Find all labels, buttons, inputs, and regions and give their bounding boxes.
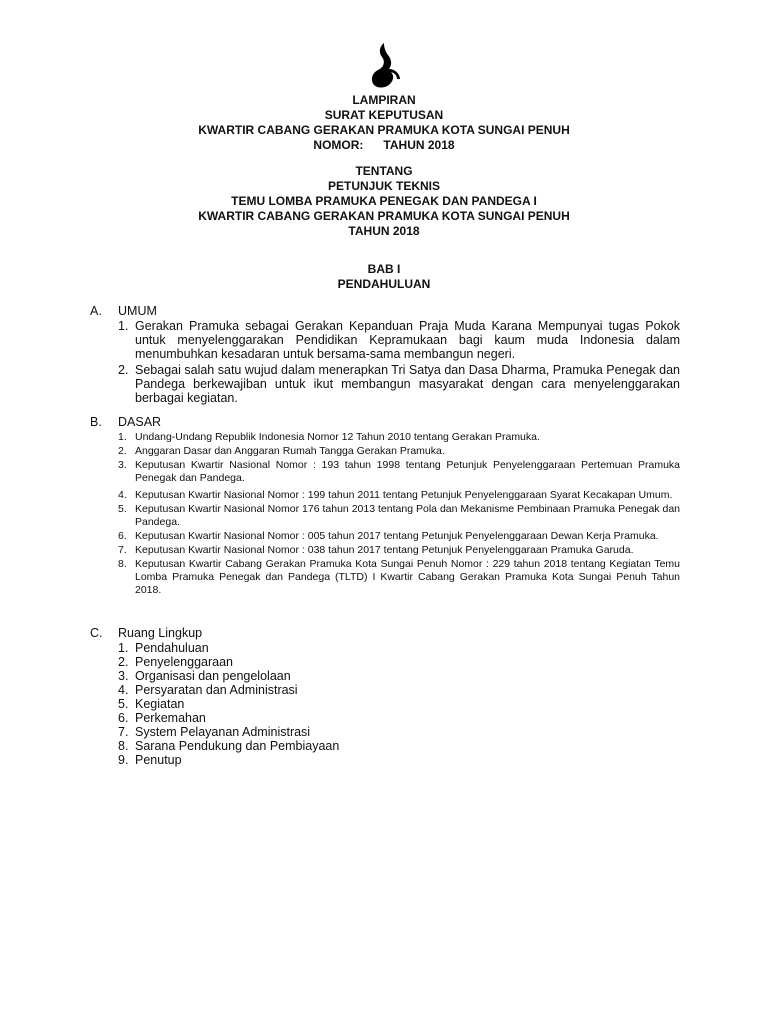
section-heading — [90, 626, 680, 641]
list-item-text: Keputusan Kwartir Nasional Nomor : 199 tahun 2011 tentang Petunjuk Penyelenggaraan Syarat Kecakapan Umum. — [135, 489, 673, 501]
header-line-nomor: NOMOR: TAHUN 2018 — [313, 138, 455, 152]
tentang-line-4: KWARTIR CABANG GERAKAN PRAMUKA KOTA SUNGAI PENUH — [198, 209, 570, 223]
list-item-text: Keputusan Kwartir Nasional Nomor : 038 tahun 2017 tentang Petunjuk Penyelenggaraan Pramuka Garuda. — [135, 544, 634, 556]
list-item — [90, 544, 680, 557]
list-item-text: Pendahuluan — [135, 641, 209, 655]
list-item — [90, 558, 680, 597]
header-line-surat: SURAT KEPUTUSAN — [324, 108, 444, 122]
section-title: DASAR — [118, 415, 162, 429]
list-item-text: Anggaran Dasar dan Anggaran Rumah Tangga Gerakan Pramuka. — [135, 445, 445, 457]
tentang-block — [0, 164, 768, 239]
list-item-text: Gerakan Pramuka sebagai Gerakan Kepanduan Praja Muda Karana Mempunyai tugas Pokok untuk menyelenggarakan Pendidikan Kepramukaan bagi kaum muda Indonesia dalam menumbuhkan kesadaran untuk bersama-sama membangun negeri. — [135, 319, 680, 361]
list-item — [90, 445, 680, 458]
list-item — [90, 683, 680, 697]
list-item — [90, 711, 680, 725]
list-item-number: 2. — [118, 363, 129, 377]
section-letter: B. — [90, 415, 102, 429]
list-item-number: 1. — [118, 319, 129, 333]
tentang-line-5: TAHUN 2018 — [348, 224, 420, 238]
list-item-number: 1. — [118, 641, 129, 655]
section-title: Ruang Lingkup — [118, 626, 203, 640]
list-item-text: Keputusan Kwartir Nasional Nomor : 005 tahun 2017 tentang Petunjuk Penyelenggaraan Dewan Kerja Pramuka. — [135, 530, 659, 542]
chapter-number: BAB I — [367, 262, 401, 276]
list-item-number: 3. — [118, 669, 129, 683]
list-item-number: 3. — [118, 459, 127, 471]
list-item — [90, 431, 680, 444]
list-item — [90, 655, 680, 669]
list-item — [90, 739, 680, 753]
list-item-number: 8. — [118, 558, 127, 570]
list-item-number: 4. — [118, 489, 127, 501]
list-item-number: 5. — [118, 503, 127, 515]
list-item-number: 1. — [118, 431, 127, 443]
section-heading — [90, 415, 680, 430]
tentang-line-3: TEMU LOMBA PRAMUKA PENEGAK DAN PANDEGA I — [231, 194, 537, 208]
list-item-number: 4. — [118, 683, 129, 697]
section-letter: C. — [90, 626, 103, 640]
list-item-number: 8. — [118, 739, 129, 753]
list-item-number: 7. — [118, 544, 127, 556]
list-item — [90, 725, 680, 739]
header-line-kwartir: KWARTIR CABANG GERAKAN PRAMUKA KOTA SUNGAI PENUH — [198, 123, 570, 137]
list-item-number: 5. — [118, 697, 129, 711]
chapter-name: PENDAHULUAN — [337, 277, 431, 291]
list-item — [90, 697, 680, 711]
tentang-line-1: TENTANG — [355, 164, 413, 178]
list-item-number: 6. — [118, 711, 129, 725]
chapter-title — [0, 262, 768, 292]
list-item — [90, 319, 680, 361]
section-umum — [90, 304, 680, 405]
list-item — [90, 641, 680, 655]
list-item-text: System Pelayanan Administrasi — [135, 725, 311, 739]
list-item — [90, 753, 680, 767]
list-item-number: 7. — [118, 725, 129, 739]
list-item-text: Sebagai salah satu wujud dalam menerapkan Tri Satya dan Dasa Dharma, Pramuka Penegak dan Pandega berkewajiban untuk ikut membangun masyarakat dengan cara menyelenggarakan berbagai kegiatan. — [135, 363, 680, 405]
list-item-text: Keputusan Kwartir Nasional Nomor 176 tahun 2013 tentang Pola dan Mekanisme Pembinaan Pramuka Penegak dan Pandega. — [135, 503, 680, 528]
tentang-line-2: PETUNJUK TEKNIS — [327, 179, 440, 193]
list-item-text: Keputusan Kwartir Nasional Nomor : 193 tahun 1998 tentang Petunjuk Penyelenggaraan Pertemuan Pramuka Penegak dan Pandega. — [135, 459, 680, 484]
section-ruang-lingkup — [90, 626, 680, 767]
document-header — [0, 93, 768, 153]
section-list — [90, 431, 680, 597]
list-item-text: Organisasi dan pengelolaan — [135, 669, 291, 683]
section-list — [90, 641, 680, 767]
section-dasar — [90, 415, 680, 597]
section-list — [90, 319, 680, 405]
section-heading — [90, 304, 680, 319]
header-line-lampiran: LAMPIRAN — [352, 93, 416, 107]
section-letter: A. — [90, 304, 102, 318]
list-item-text: Keputusan Kwartir Cabang Gerakan Pramuka Kota Sungai Penuh Nomor : 229 tahun 2018 tentang Kegiatan Temu Lomba Pramuka Penegak dan Pandega (TLTD) I Kwartir Cabang Gerakan Pramuka Kota Sungai Penuh Tahun 2018. — [135, 558, 680, 596]
list-item-number: 2. — [118, 445, 127, 457]
list-item — [90, 459, 680, 485]
section-title: UMUM — [118, 304, 157, 318]
list-item — [90, 503, 680, 529]
list-item — [90, 669, 680, 683]
list-item-text: Sarana Pendukung dan Pembiayaan — [135, 739, 340, 753]
list-item-text: Persyaratan dan Administrasi — [135, 683, 298, 697]
list-item — [90, 489, 680, 502]
list-item-text: Undang-Undang Republik Indonesia Nomor 12 Tahun 2010 tentang Gerakan Pramuka. — [135, 431, 540, 443]
list-item-text: Penutup — [135, 753, 182, 767]
list-item-text: Penyelenggaraan — [135, 655, 233, 669]
tunas-kelapa-icon — [364, 40, 404, 90]
list-item-text: Kegiatan — [135, 697, 185, 711]
list-item-number: 6. — [118, 530, 127, 542]
list-item-number: 2. — [118, 655, 129, 669]
list-item-text: Perkemahan — [135, 711, 206, 725]
list-item-number: 9. — [118, 753, 129, 767]
list-item — [90, 530, 680, 543]
list-item — [90, 363, 680, 405]
